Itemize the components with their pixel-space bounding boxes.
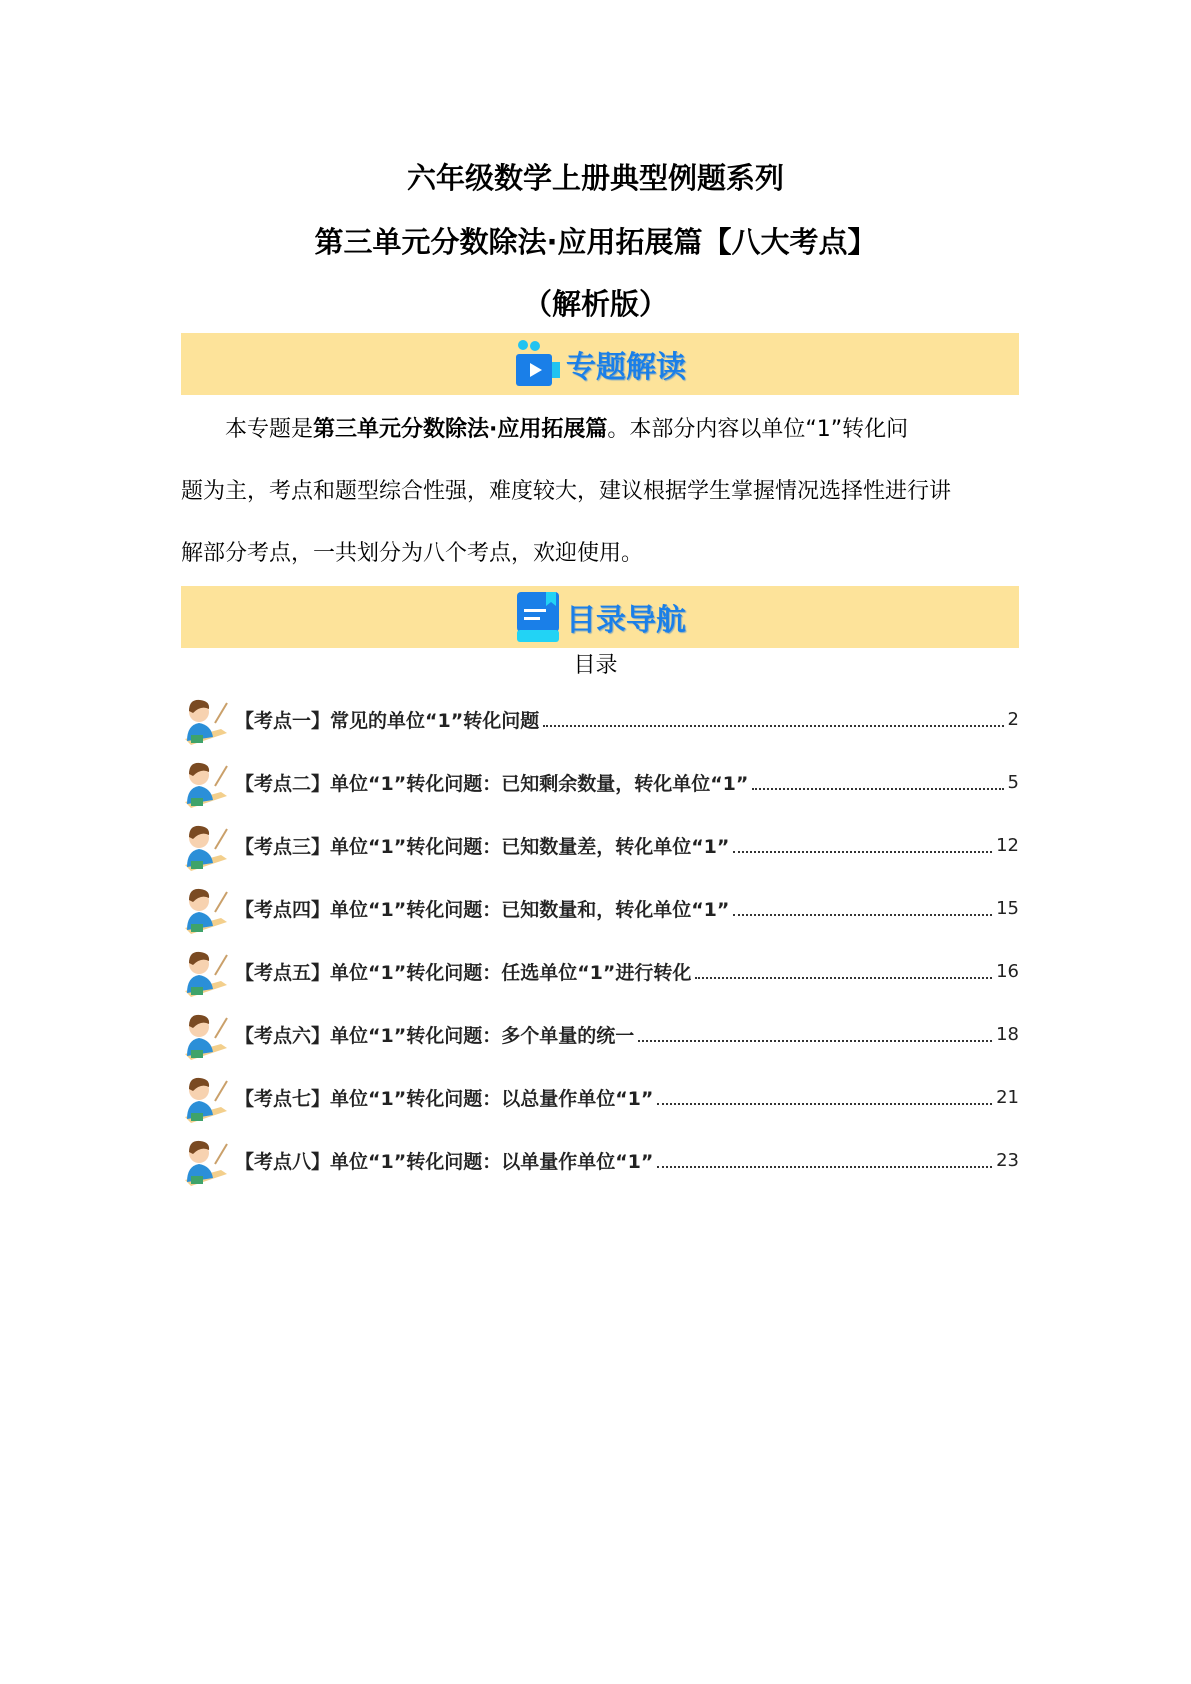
teacher-avatar-icon [181,882,231,936]
video-play-icon [514,338,562,390]
toc-item-label: 【考点四】单位“1”转化问题：已知数量和，转化单位“1” [235,899,730,921]
toc-item-page: 21 [996,1087,1019,1108]
toc-banner-label: 目录导航 [566,603,686,638]
toc-item-page: 5 [1007,772,1019,793]
intro-text: 题为主，考点和题型综合性强，难度较大，建议根据学生掌握情况选择性进行讲 [181,479,952,504]
toc-item-label: 【考点二】单位“1”转化问题：已知剩余数量，转化单位“1” [235,773,749,795]
toc-item[interactable] [181,877,1019,940]
toc-item[interactable] [181,814,1019,877]
toc-item[interactable] [181,940,1019,1003]
doc-subtitle: 第三单元分数除法·应用拓展篇【八大考点】 [314,225,877,259]
toc-item-label: 【考点八】单位“1”转化问题：以单量作单位“1” [235,1151,654,1173]
teacher-avatar-icon [181,1008,231,1062]
toc-heading: 目录 [573,653,618,678]
toc-item-page: 2 [1007,709,1019,730]
teacher-avatar-icon [181,1134,231,1188]
toc-leader-dots [543,725,1003,727]
toc-leader-dots [733,914,992,916]
toc-item-label: 【考点一】常见的单位“1”转化问题 [235,710,540,732]
intro-paragraph [181,399,1019,585]
book-icon [514,590,562,644]
teacher-avatar-icon [181,945,231,999]
toc-item[interactable] [181,688,1019,751]
toc-item-label: 【考点三】单位“1”转化问题：已知数量差，转化单位“1” [235,836,730,858]
intro-banner [181,333,1019,395]
intro-banner-label: 专题解读 [566,350,686,385]
toc-item-label: 【考点六】单位“1”转化问题：多个单量的统一 [235,1025,635,1047]
intro-text: 解部分考点，一共划分为八个考点，欢迎使用。 [181,541,644,566]
table-of-contents [181,688,1019,1192]
toc-leader-dots [733,851,992,853]
teacher-avatar-icon [181,819,231,873]
toc-item-page: 12 [996,835,1019,856]
toc-leader-dots [657,1103,992,1105]
toc-item[interactable] [181,1003,1019,1066]
toc-item-label: 【考点五】单位“1”转化问题：任选单位“1”进行转化 [235,962,692,984]
toc-item-label: 【考点七】单位“1”转化问题：以总量作单位“1” [235,1088,654,1110]
toc-item-page: 23 [996,1150,1019,1171]
toc-banner [181,586,1019,648]
intro-text: 本专题是 [225,417,314,442]
doc-title: 六年级数学上册典型例题系列 [406,161,784,195]
toc-item-page: 16 [996,961,1019,982]
toc-item-page: 15 [996,898,1019,919]
toc-leader-dots [638,1040,992,1042]
toc-leader-dots [657,1166,992,1168]
toc-leader-dots [752,788,1003,790]
teacher-avatar-icon [181,693,231,747]
toc-item[interactable] [181,1129,1019,1192]
doc-version: （解析版） [522,287,668,321]
teacher-avatar-icon [181,1071,231,1125]
toc-leader-dots [695,977,992,979]
intro-bold: 第三单元分数除法·应用拓展篇 [313,417,608,442]
toc-item[interactable] [181,1066,1019,1129]
toc-item[interactable] [181,751,1019,814]
teacher-avatar-icon [181,756,231,810]
toc-item-page: 18 [996,1024,1019,1045]
intro-text: 。本部分内容以单位“1”转化问 [607,417,909,442]
